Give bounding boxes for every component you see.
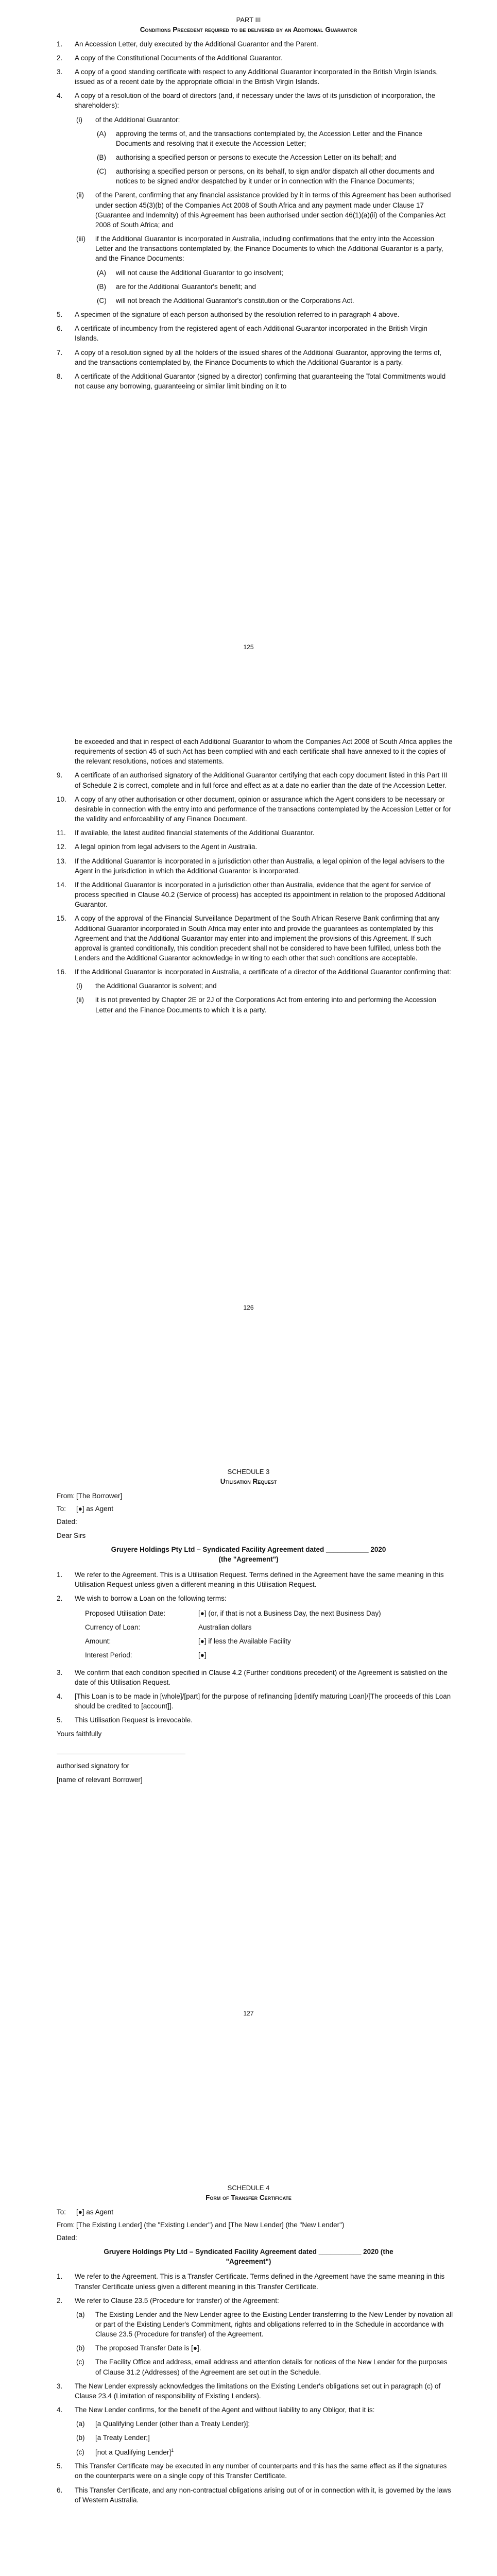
list-item: 3. We confirm that each condition specified in Clause 4.2 (Further conditions precedent) of the Agreement is satisfied on the date of this Utilisation Request.	[57, 1668, 448, 1686]
table-row: Proposed Utilisation Date: [●] (or, if that is not a Business Day, the next Business Day)	[85, 1609, 381, 1618]
list-item: 16. If the Additional Guarantor is incorporated in Australia, a certificate of a director of the Additional Guarantor confirming that:	[57, 968, 451, 976]
sub-item: (iii) if the Additional Guarantor is incorporated in Australia, including confirmations that the entry into the Accession Letter and the transactions contemplated by, the Finance Documents to which the Additional Guarantor is a party, and the Finance Documents:	[76, 235, 443, 263]
signature-line	[57, 1754, 185, 1755]
borrower-label: [name of relevant Borrower]	[57, 1775, 143, 1784]
list-item: 3. A copy of a good standing certificate with respect to any Additional Guarantor incorporated in the British Virgin Islands, issued as of a recent date by the appropriate official in the British Virgin Islands.	[57, 67, 438, 86]
sub-item: (ii) it is not prevented by Chapter 2E or 2J of the Corporations Act from entering into and performing the Accession Letter and the Finance Documents to which it is a party.	[76, 996, 436, 1014]
sub-item: (a) [a Qualifying Lender (other than a Treaty Lender)];	[76, 2420, 250, 2428]
table-row: Currency of Loan: Australian dollars	[85, 1623, 252, 1632]
list-item: 8. A certificate of the Additional Guarantor (signed by a director) confirming that guaranteeing the Total Commitments would not cause any borrowing, guaranteeing or similar limit binding on it to	[57, 372, 446, 390]
sub-sub-item: (A) will not cause the Additional Guarantor to go insolvent;	[97, 268, 283, 277]
list-item: 9. A certificate of an authorised signatory of the Additional Guarantor certifying that each copy document listed in this Part III of Schedule 2 is correct, complete and in full force and effect as at a date no earlier than the date of the Accession Letter.	[57, 771, 448, 789]
list-item: 4. [This Loan is to be made in [whole]/[part] for the purpose of refinancing [identify maturing Loan]/[The proceeds of this Loan should be credited to [account]].	[57, 1692, 451, 1710]
list-item: 2. We wish to borrow a Loan on the following terms:	[57, 1594, 227, 1602]
sub-item: (a) The Existing Lender and the New Lender agree to the Existing Lender transferring to the New Lender by novation all or part of the Existing Lender's Commitment, rights and obligations referred to in the Schedule in accordance with Clause 23.5 (Procedure for transfer) of the Agreement.	[76, 2310, 453, 2338]
part-label: PART III	[236, 16, 261, 24]
sub-item: (b) The proposed Transfer Date is [●].	[76, 2344, 201, 2352]
list-item: 2. We refer to Clause 23.5 (Procedure for transfer) of the Agreement:	[57, 2296, 279, 2304]
list-item: 4. A copy of a resolution of the board of directors (and, if necessary under the laws of its jurisdiction of incorporation, the shareholders):	[57, 92, 436, 110]
footnote-ref: 1	[171, 2447, 174, 2453]
page-127	[0, 1467, 497, 1789]
page-125	[0, 15, 497, 395]
page-128	[0, 2183, 497, 2509]
sub-item: (i) of the Additional Guarantor:	[76, 115, 180, 124]
list-item: 5. This Utilisation Request is irrevocable.	[57, 1716, 193, 1724]
to-line: To: [●] as Agent	[57, 1504, 113, 1513]
dated-line: Dated:	[57, 1517, 77, 1526]
agreement-heading-2: "Agreement")	[226, 2258, 271, 2266]
part-title: Conditions Precedent required to be delivered by an Additional Guarantor	[140, 26, 357, 34]
agreement-heading: Gruyere Holdings Pty Ltd – Syndicated Facility Agreement dated ___________ 2020	[111, 1546, 386, 1554]
list-item: 1. We refer to the Agreement. This is a Transfer Certificate. Terms defined in the Agreement have the same meaning in this Transfer Certificate unless given a different meaning in this Transfer Certificate.	[57, 2273, 445, 2291]
sub-item: (c) The Facility Office and address, email address and attention details for notices of the New Lender for the purposes of Clause 31.2 (Addresses) of the Agreement are set out in the Schedule.	[76, 2358, 448, 2376]
list-item: 3. The New Lender expressly acknowledges the limitations on the Existing Lender's obligations set out in paragraph (c) of Clause 23.4 (Limitation of responsibility of Existing Lenders).	[57, 2382, 441, 2400]
list-item: 14. If the Additional Guarantor is incorporated in a jurisdiction other than Australia, evidence that the agent for service of process specified in Clause 40.2 (Service of process) has accepted its appointment in relation to the proposed Additional Guarantor.	[57, 880, 445, 909]
table-row: Interest Period: [●]	[85, 1651, 207, 1659]
list-item: 6. This Transfer Certificate, and any non-contractual obligations arising out of or in connection with it, is governed by the laws of Western Australia.	[57, 2486, 451, 2504]
sub-sub-item: (A) approving the terms of, and the transactions contemplated by, the Accession Letter and the Finance Documents and resolving that it execute the Accession Letter;	[97, 129, 422, 147]
list-item: 10. A copy of any other authorisation or other document, opinion or assurance which the Agent considers to be necessary or desirable in connection with the entry into and performance of the transactions contemplated by the Accession Letter or for the validity and enforceability of any Finance Document.	[57, 795, 451, 823]
page-126	[0, 737, 497, 1019]
list-item: 1. An Accession Letter, duly executed by the Additional Guarantor and the Parent.	[57, 40, 318, 48]
list-item: 11. If available, the latest audited financial statements of the Additional Guarantor.	[57, 829, 315, 837]
list-item: 7. A copy of a resolution signed by all the holders of the issued shares of the Additional Guarantor, approving the terms of, and the transactions contemplated by, the Finance Documents to which the Additional Guarantor is a party.	[57, 348, 442, 366]
sub-sub-item: (B) authorising a specified person or persons to execute the Accession Letter on its behalf; and	[97, 154, 397, 162]
schedule-label: SCHEDULE 4	[227, 2184, 270, 2192]
sub-item: (i) the Additional Guarantor is solvent; and	[76, 982, 217, 990]
list-item: 12. A legal opinion from legal advisers to the Agent in Australia.	[57, 843, 258, 851]
sub-item: (b) [a Treaty Lender;]	[76, 2434, 150, 2442]
table-row: Amount: [●] if less the Available Facility	[85, 1637, 291, 1646]
dated-line: Dated:	[57, 2233, 77, 2242]
page-number: 126	[243, 1304, 254, 1311]
salutation: Dear Sirs	[57, 1532, 86, 1540]
list-item: 15. A copy of the approval of the Financial Surveillance Department of the South African Reserve Bank confirming that any Additional Guarantor incorporated in South Africa may enter into and provide the guarantees as contemplated by this Agreement and that the Additional Guarantor may enter into and implement the provisions of this Agreement. If such approval is granted conditionally, this condition precedent shall not be considered to have been fulfilled, unless both the Lenders and the Additional Guarantor acknowledge in writing to each other that such conditions are acceptable.	[57, 914, 441, 962]
signatory-label: authorised signatory for	[57, 1761, 130, 1770]
agreement-heading-2: (the "Agreement")	[218, 1555, 279, 1564]
sub-sub-item: (C) will not breach the Additional Guarantor's constitution or the Corporations Act.	[97, 296, 354, 304]
list-item: 13. If the Additional Guarantor is incorporated in a jurisdiction other than Australia, a legal opinion of the legal advisers to the Agent in the jurisdiction in which the Additional Guarantor is incorporated.	[57, 857, 445, 875]
to-line: To: [●] as Agent	[57, 2208, 113, 2216]
schedule-title: Form of Transfer Certificate	[205, 2194, 292, 2202]
list-item: 4. The New Lender confirms, for the benefit of the Agent and without liability to any Obligor, that it is:	[57, 2406, 375, 2414]
from-line: From: [The Borrower]	[57, 1492, 123, 1500]
page-number: 125	[243, 643, 254, 651]
sub-sub-item: (B) are for the Additional Guarantor's benefit; and	[97, 282, 256, 291]
schedule-title: Utilisation Request	[220, 1478, 277, 1486]
list-item: 5. This Transfer Certificate may be executed in any number of counterparts and this has the same effect as if the signatures on the counterparts were on a single copy of this Transfer Certificate.	[57, 2462, 447, 2480]
agreement-heading: Gruyere Holdings Pty Ltd – Syndicated Facility Agreement dated ___________ 2020 (the	[104, 2248, 393, 2256]
loan-terms-table	[85, 1607, 425, 1664]
list-item: 5. A specimen of the signature of each person authorised by the resolution referred to in paragraph 4 above.	[57, 311, 400, 319]
list-item: 1. We refer to the Agreement. This is a Utilisation Request. Terms defined in the Agreement have the same meaning in this Utilisation Request unless given a different meaning in this Utilisation Request.	[57, 1570, 444, 1588]
list-item: 2. A copy of the Constitutional Documents of the Additional Guarantor.	[57, 54, 282, 62]
from-line: From: [The Existing Lender] (the "Existing Lender") and [The New Lender] (the "New Lender")	[57, 2221, 345, 2229]
schedule-label: SCHEDULE 3	[227, 1468, 270, 1476]
continuation-text: be exceeded and that in respect of each Additional Guarantor to whom the Companies Act 2008 of South Africa applies the requirements of section 45 of such Act has been complied with and each certificate shall have annexed to it the copies of the relevant resolutions, notices and statements.	[75, 738, 453, 766]
list-item: 6. A certificate of incumbency from the registered agent of each Additional Guarantor incorporated in the British Virgin Islands.	[57, 325, 427, 343]
sub-item: (c) [not a Qualifying Lender]$^1$	[76, 2447, 174, 2456]
page-number: 127	[243, 2010, 254, 2017]
closing: Yours faithfully	[57, 1730, 102, 1738]
sub-sub-item: (C) authorising a specified person or persons, on its behalf, to sign and/or dispatch all other documents and notices to be signed and/or despatched by it under or in connection with the Finance Documents;	[97, 167, 435, 185]
sub-item: (ii) of the Parent, confirming that any financial assistance provided by it in terms of this Agreement has been authorised under section 45(3)(b) of the Companies Act 2008 of South Africa and any payment made under Clause 17 (Guarantee and Indemnity) of this Agreement has been authorised under section 46(1)(a)(ii) of the Companies Act 2008 of South Africa; and	[76, 191, 451, 229]
